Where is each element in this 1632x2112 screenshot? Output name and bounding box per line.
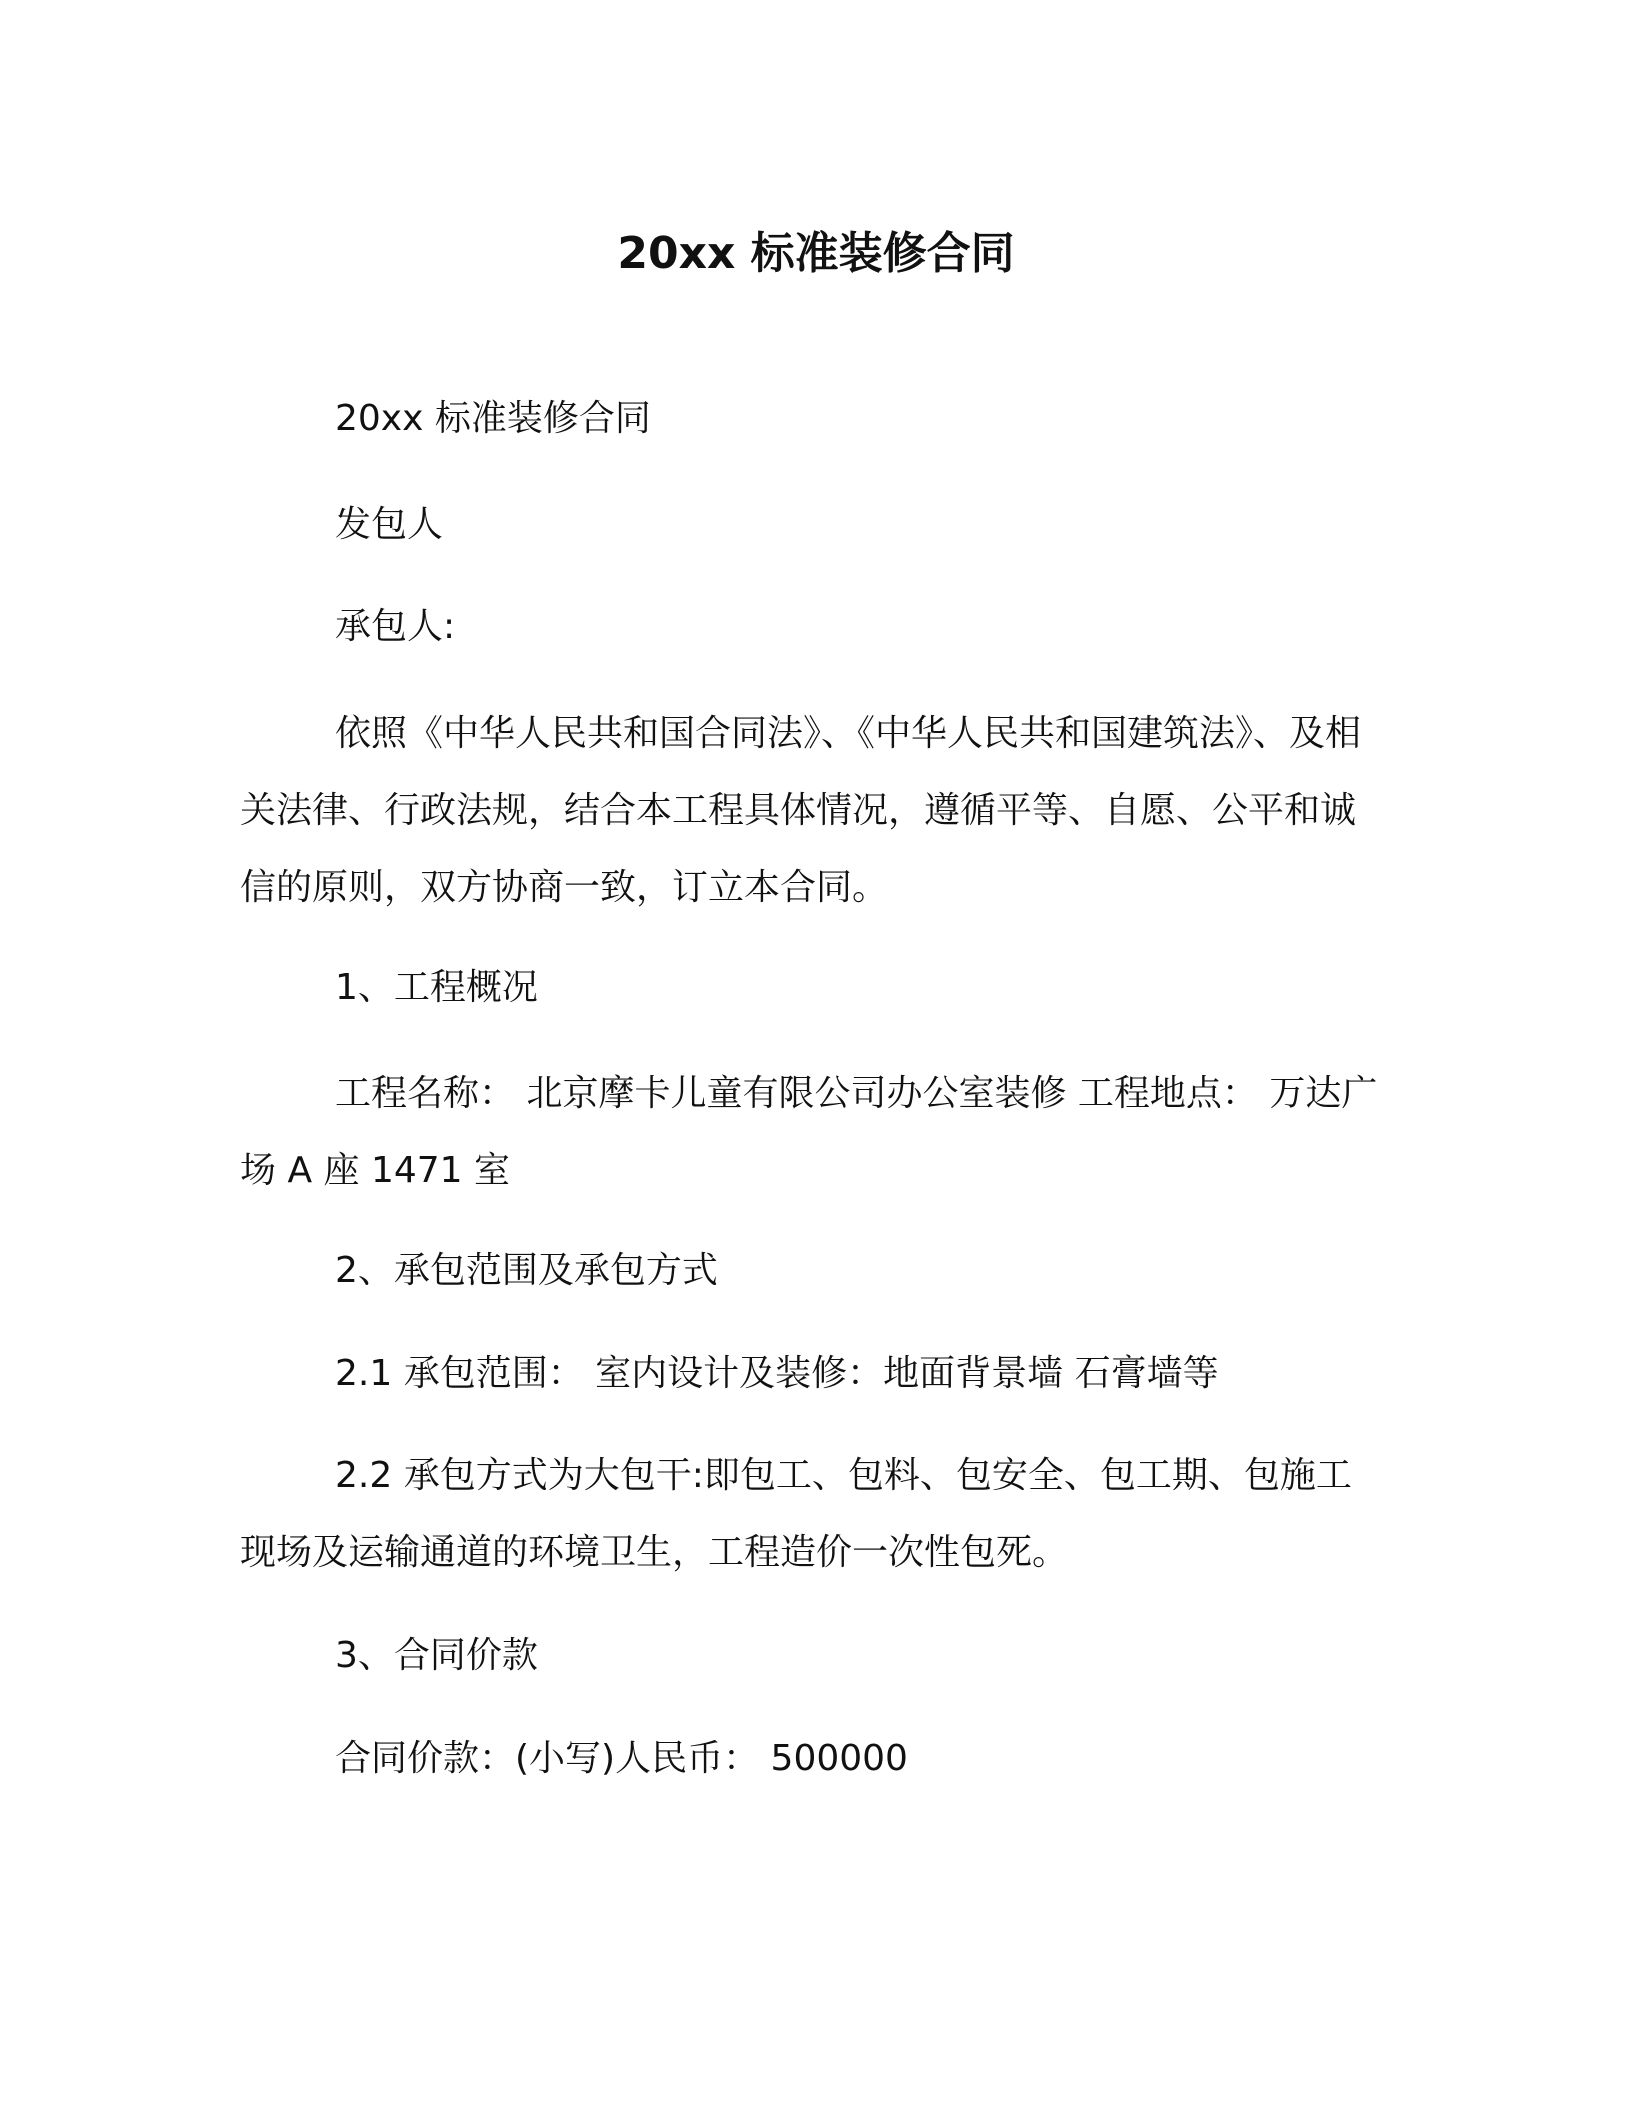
- clause-2-1: 2.1 承包范围： 室内设计及装修：地面背景墙 石膏墙等: [335, 1353, 1219, 1394]
- document-title: 20xx 标准装修合同: [617, 228, 1015, 279]
- section-1-heading: 1、工程概况: [335, 967, 538, 1008]
- section-3-heading: 3、合同价款: [335, 1635, 538, 1676]
- document-subtitle: 20xx 标准装修合同: [335, 398, 651, 439]
- employer-label: 发包人: [335, 504, 444, 545]
- contract-price: 合同价款：(小写)人民币： 500000: [335, 1738, 908, 1779]
- preamble-paragraph: 依照《中华人民共和国合同法》、《中华人民共和国建筑法》、及相关法律、行政法规，结合本工程具体情况，遵循平等、自愿、公平和诚信的原则，双方协商一致，订立本合同。: [240, 713, 1362, 908]
- project-info-paragraph: 工程名称： 北京摩卡儿童有限公司办公室装修 工程地点： 万达广场 A 座 1471 室: [240, 1073, 1378, 1191]
- clause-2-2: 2.2 承包方式为大包干:即包工、包料、包安全、包工期、包施工现场及运输通道的环境卫生，工程造价一次性包死。: [240, 1455, 1352, 1573]
- contractor-label: 承包人:: [335, 606, 456, 647]
- section-2-heading: 2、承包范围及承包方式: [335, 1250, 718, 1291]
